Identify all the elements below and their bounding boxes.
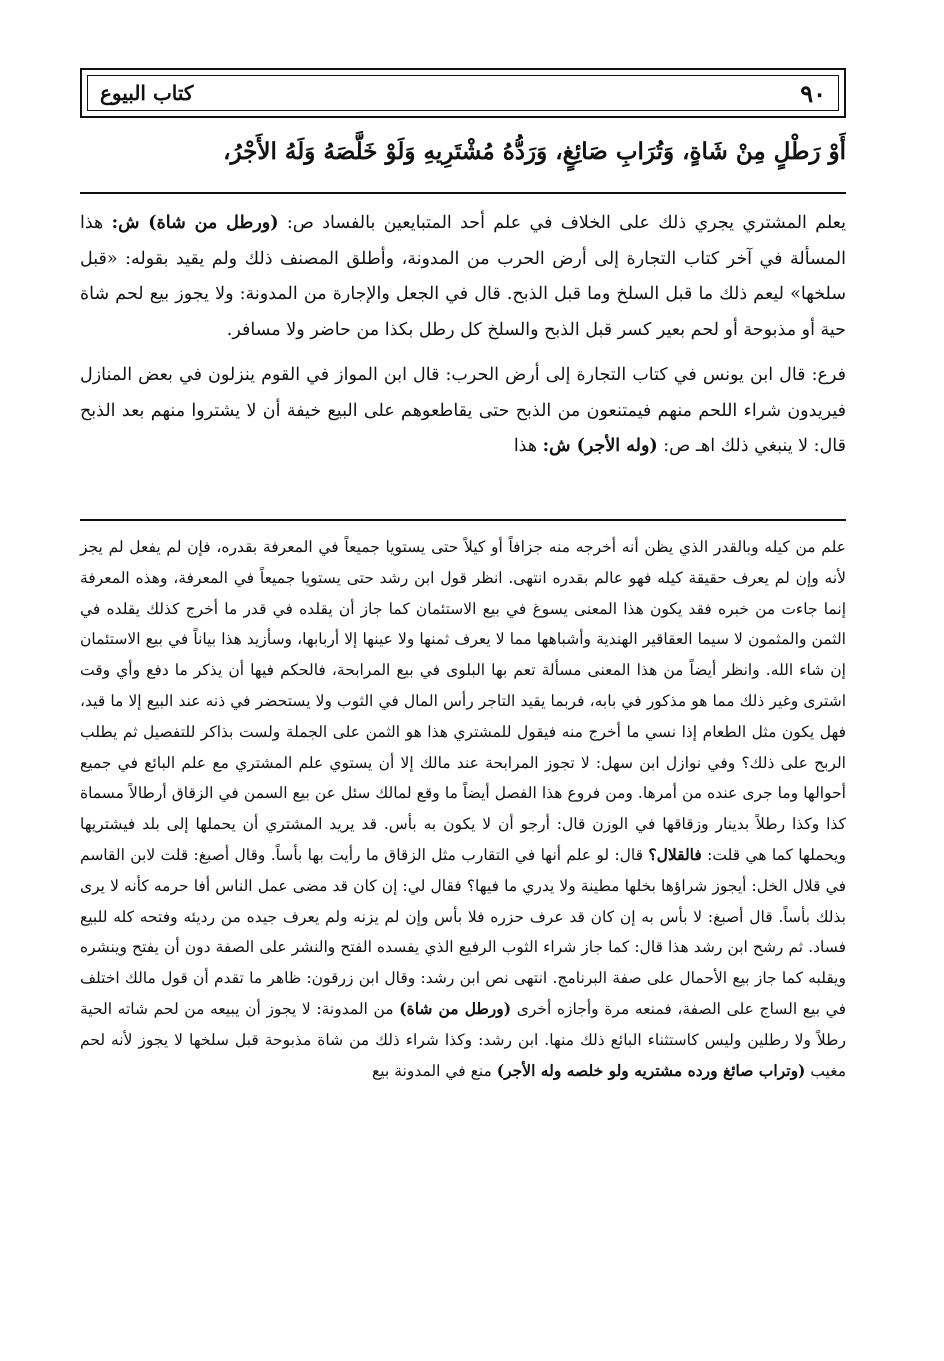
- page-header: [80, 68, 846, 118]
- footnote-paragraph: [80, 532, 846, 1086]
- footnote-block: [80, 532, 846, 1086]
- commentary-paragraph-1: [80, 206, 846, 348]
- commentary-text: فرع: قال ابن يونس في كتاب التجارة إلى أرض الحرب: قال ابن المواز في القوم ينزلون في بعض المنازل فيريدون شراء اللحم منهم فيمتنعون من الذبح حتى يقاطعوهم على البيع خيفة أن لا يشتروا منهم بعد الذبح قال: لا ينبغي ذلك اهـ ص:: [80, 365, 846, 456]
- footnote-text: من المدونة: لا يجوز أن يبيعه من لحم شاته الحية رطلاً ولا رطلين وليس كاستثناء البائع ذلك منها. ابن رشد: وكذا شراء ذلك من شاة مذبوحة قبل سلخها لا يجوز لأنه لحم مغيب: [80, 999, 846, 1080]
- commentary-matn-quote: (وله الأجر) ش:: [542, 436, 658, 456]
- footnote-text: علم من كيله وبالقدر الذي يظن أنه أخرجه منه جزافاً أو كيلاً حتى يستويا جميعاً في المعرفة بقدره، فإن لم يفعل لم يجز لأنه وإن لم يعرف حقيقة كيله فهو عالم بقدره انتهى. انظر قول ابن رشد حتى يستويا جميعاً في المعرفة، وهذه المعرفة إنما جاءت من خبره فقد يكون هذا المعنى يسوغ في بيع الاستئمان كما جاز أن يقلده في قدر ما أخرج كذلك يقلده في الثمن والمثمون لا سيما العقاقير الهندية وأشباهها مما لا يعرف ثمنها ولا عينها إلا أربابها، وسأزيد هذا بياناً في بيع الاستئمان إن شاء الله. وانظر أيضاً من هذا المعنى مسألة تعم بها البلوى في بيع المرابحة، فالحكم فيها أن يذكر ما دفع وأي وقت اشترى وغير ذلك مما هو مذكور في بابه، فربما يقيد التاجر رأس المال في الثوب ولا يستحضر في ذنه عند البيع إلا ما قيد، فهل يكون مثل الطعام إذا نسي ما أخرج منه فيقول للمشتري هذا هو الثمن على الجملة ولست بذاكر للتفصيل ثم يطلب الربح على ذلك؟ وفي نوازل ابن سهل: لا تجوز المرابحة عند مالك إلا أن يستوي علم المشتري مع علم البائع في جميع أحوالها وما جرى عنده من أمرها. ومن فروع هذا الفصل أيضاً ما وقع لمالك سئل عن بيع السمن في الزقاق أرطالاً مسماة كذا وكذا رطلاً بدينار وزقاقها في الوزن قال: أرجو أن لا يكون به بأس. قد يريد المشتري أن يحملها إلى بلد فيشتريها ويحملها كما هي قلت:: [80, 538, 846, 864]
- footnote-matn-quote: (وتراب صائغ ورده مشتريه ولو خلصه وله الأجر): [496, 1060, 806, 1080]
- footnote-bold: فالقلال؟: [648, 844, 702, 864]
- book-title: كتاب البيوع: [100, 81, 194, 105]
- page-header-frame: [87, 75, 839, 111]
- commentary-matn-quote: (ورطل من شاة) ش:: [111, 213, 279, 233]
- commentary-paragraph-2: [80, 358, 846, 465]
- commentary-text: هذا المسألة في آخر كتاب التجارة إلى أرض الحرب من المدونة، وأطلق المصنف ذلك ولم يقيد بقوله: «قبل سلخها» ليعم ذلك ما قبل السلخ وما قبل الذبح. قال في الجعل والإجارة من المدونة: ولا يجوز بيع لحم شاة حية أو مذبوحة أو لحم بعير كسر قبل الذبح والسلخ كل رطل بكذا من حاضر ولا مسافر.: [80, 213, 846, 340]
- footnote-matn-quote: (ورطل من شاة): [399, 998, 512, 1018]
- page-number: ٩٠: [800, 78, 826, 108]
- commentary-text: هذا: [513, 436, 543, 456]
- commentary-block: [80, 206, 846, 465]
- commentary-text: يعلم المشتري يجري ذلك على الخلاف في علم أحد المتبايعين بالفساد ص:: [278, 213, 846, 233]
- footnote-divider: [80, 519, 846, 521]
- footnote-text: منع في المدونة بيع: [372, 1061, 497, 1080]
- matn-divider: [80, 192, 846, 194]
- matn-text: أَوْ رَطْلٍ مِنْ شَاةٍ، وَتُرَابِ صَائِغٍ، وَرَدُّهُ مُشْتَرِيهِ وَلَوْ خَلَّصَهُ وَلَهُ الأَجْرُ،: [223, 138, 846, 165]
- footnote-text: قال: لو علم أنها في التقارب مثل الزقاق ما رأيت بها بأساً. وقال أصبغ: قلت لابن القاسم في قلال الخل: أيجوز شراؤها بخلها مطينة ولا يدري ما فيها؟ فقال لي: إن كان قد مضى عمل الناس أفا حرمه كأنه لا يرى بذلك بأساً. قال أصبغ: لا بأس به إن كان قد عرف حزره فلا بأس وإن لم يزنه ولم يعرف جيده من رديئه وفتحه كله للبيع فساد. ثم رشح ابن رشد هذا قال: كما جاز شراء الثوب الرفيع الذي يفسده الفتح والنشر على الصفة دون أن يفتح وينشره ويقلبه كما جاز بيع الأحمال على صفة البرنامج. انتهى نص ابن رشد: وقال ابن زرقون: ظاهر ما تقدم أن قول مالك اختلف في بيع الساج على الصفة، فمنعه مرة وأجازه أخرى: [80, 845, 846, 1018]
